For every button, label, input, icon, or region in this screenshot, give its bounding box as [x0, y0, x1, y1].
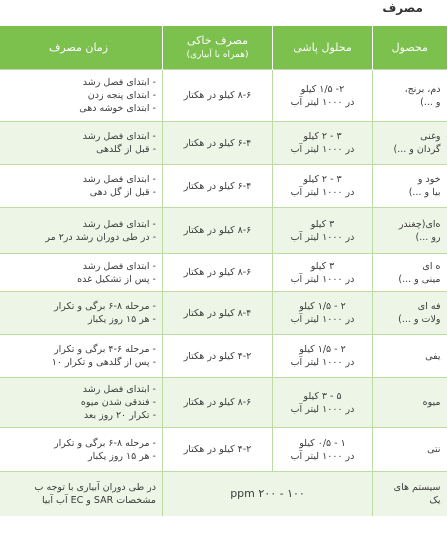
timing-cell — [0, 70, 163, 122]
crop-cell-line: و ...) — [420, 96, 441, 108]
timing-cell — [0, 122, 163, 165]
crop-cell — [373, 208, 447, 254]
timing-cell-line: - ابتدای پنجه زدن — [87, 90, 156, 101]
crop-cell-line: گردان و ...) — [393, 144, 441, 155]
table-row — [0, 208, 447, 254]
header-foliar: محلول پاشی — [273, 26, 373, 70]
soil-rate-cell: ۸-۶ کیلو در هکتار — [163, 254, 273, 292]
foliar-rate-cell-line: ۳ - ۲ کیلو — [303, 131, 342, 142]
foliar-rate-cell-line: ۲ - ۱/۵ کیلو — [299, 344, 346, 355]
soil-rate-cell: ۶-۴ کیلو در هکتار — [163, 122, 273, 165]
foliar-rate-cell — [273, 335, 373, 378]
table-row — [0, 254, 447, 292]
timing-cell-line: - ابتدای فصل رشد — [82, 218, 156, 230]
timing-cell-line: - ابتدای فصل رشد — [82, 77, 156, 88]
crop-cell — [373, 165, 447, 208]
crop-cell-line: رو ...) — [415, 231, 441, 243]
timing-cell — [0, 378, 163, 428]
timing-cell-line: - قبل از گل دهی — [89, 187, 156, 198]
table-row — [0, 472, 447, 516]
soil-rate-cell: ۴-۲ کیلو در هکتار — [163, 335, 273, 378]
crop-cell-line: نتی — [427, 444, 441, 455]
crop-cell-line: مینی و ...) — [398, 273, 441, 285]
crop-cell-line: فه ای — [417, 301, 441, 312]
timing-cell — [0, 208, 163, 254]
crop-cell-line: میوه — [422, 397, 441, 408]
header-soil-label: مصرف خاکی — [187, 33, 248, 47]
header-timing: زمان مصرف — [0, 26, 163, 70]
timing-cell-line: - مرحله ۸-۶ برگی و تکرار — [54, 301, 156, 312]
foliar-rate-cell — [273, 208, 373, 254]
table-row — [0, 292, 447, 335]
crop-cell-line: سیستم های — [393, 481, 441, 493]
foliar-rate-cell-line: در ۱۰۰۰ لیتر آب — [290, 403, 355, 415]
foliar-rate-cell-line: در ۱۰۰۰ لیتر آب — [290, 450, 355, 462]
foliar-rate-cell-line: در ۱۰۰۰ لیتر آب — [290, 357, 355, 368]
timing-cell-line: - هر ۱۵ روز یکبار — [88, 314, 156, 325]
foliar-rate-cell-line: در ۱۰۰۰ لیتر آب — [290, 231, 355, 243]
table-row — [0, 428, 447, 472]
soil-rate-cell: ۴-۲ کیلو در هکتار — [163, 428, 273, 472]
crop-cell-line: یک — [429, 494, 441, 506]
foliar-rate-cell-line: ۳ کیلو — [310, 260, 335, 272]
timing-cell — [0, 254, 163, 292]
merged-rate-cell: ۱۰۰ - ۲۰۰ ppm — [163, 472, 373, 516]
foliar-rate-cell-line: در ۱۰۰۰ لیتر آب — [290, 273, 355, 285]
crop-cell — [373, 335, 447, 378]
crop-cell — [373, 428, 447, 472]
timing-cell-line: - پس از گلدهی و تکرار ۱۰ — [51, 357, 156, 368]
timing-cell — [0, 428, 163, 472]
crop-cell-line: ولات و ...) — [398, 314, 441, 325]
timing-cell — [0, 472, 163, 516]
foliar-rate-cell — [273, 428, 373, 472]
foliar-rate-cell — [273, 165, 373, 208]
crop-cell-line: وغنی — [420, 131, 441, 142]
crop-cell — [373, 122, 447, 165]
table-row — [0, 70, 447, 122]
page-title: مصرف — [382, 1, 423, 15]
foliar-rate-cell-line: ۲- ۱/۵ کیلو — [300, 83, 345, 95]
crop-cell — [373, 378, 447, 428]
timing-cell — [0, 165, 163, 208]
foliar-rate-cell-line: ۳ کیلو — [310, 218, 335, 230]
timing-cell-line: - ابتدای فصل رشد — [82, 131, 156, 142]
timing-cell-line: مشخصات SAR و EC آب آبیا — [41, 494, 156, 506]
timing-cell-line: - مرحله ۸-۶ برگی و تکرار — [54, 437, 156, 449]
soil-rate-cell: ۸-۶ کیلو در هکتار — [163, 70, 273, 122]
table-header-row — [0, 26, 447, 70]
soil-rate-cell: ۸-۶ کیلو در هکتار — [163, 208, 273, 254]
header-soil-sublabel: (همراه با آبیاری) — [186, 49, 249, 60]
foliar-rate-cell-line: ۵ - ۳ کیلو — [303, 390, 342, 402]
foliar-rate-cell-line: ۳ - ۲ کیلو — [303, 174, 342, 185]
table-row — [0, 378, 447, 428]
timing-cell-line: - تکرار ۲۰ روز بعد — [83, 410, 156, 421]
crop-cell — [373, 292, 447, 335]
timing-cell-line: - هر ۱۵ روز یکبار — [88, 450, 156, 462]
timing-cell-line: - فندقی شدن میوه — [80, 397, 156, 408]
foliar-rate-cell-line: در ۱۰۰۰ لیتر آب — [290, 144, 355, 155]
timing-cell-line: - پس از تشکیل غده — [77, 273, 156, 285]
soil-rate-cell: ۸-۴ کیلو در هکتار — [163, 292, 273, 335]
header-soil — [163, 26, 273, 70]
timing-cell-line: - قبل از گلدهی — [96, 144, 156, 155]
table-row — [0, 165, 447, 208]
soil-rate-cell: ۶-۴ کیلو در هکتار — [163, 165, 273, 208]
timing-cell — [0, 292, 163, 335]
crop-cell-line: ه ای — [422, 260, 441, 272]
timing-cell-line: - ابتدای فصل رشد — [82, 174, 156, 185]
crop-cell — [373, 70, 447, 122]
foliar-rate-cell-line: در ۱۰۰۰ لیتر آب — [290, 96, 355, 108]
table-row — [0, 122, 447, 165]
timing-cell-line: - مرحله ۶-۴ برگی و تکرار — [54, 344, 156, 355]
timing-cell-line: - ابتدای خوشه دهی — [79, 103, 156, 114]
timing-cell-line: در طی دوران آبیاری با توجه ب — [34, 481, 156, 493]
foliar-rate-cell-line: در ۱۰۰۰ لیتر آب — [290, 187, 355, 198]
usage-table — [0, 26, 447, 516]
timing-cell-line: - ابتدای فصل رشد — [82, 384, 156, 395]
foliar-rate-cell — [273, 292, 373, 335]
crop-cell — [373, 472, 447, 516]
crop-cell — [373, 254, 447, 292]
crop-cell-line: یفی — [425, 350, 441, 362]
foliar-rate-cell — [273, 378, 373, 428]
soil-rate-cell: ۸-۶ کیلو در هکتار — [163, 378, 273, 428]
foliar-rate-cell — [273, 70, 373, 122]
crop-cell-line: دم، برنج، — [404, 83, 441, 95]
crop-cell-line: خود و — [417, 174, 441, 185]
timing-cell-line: - در طی دوران رشد در۲ مر — [45, 231, 156, 243]
header-crop: محصول — [373, 26, 447, 70]
foliar-rate-cell-line: در ۱۰۰۰ لیتر آب — [290, 314, 355, 325]
table-row — [0, 335, 447, 378]
foliar-rate-cell — [273, 122, 373, 165]
crop-cell-line: ه‌ای(چغندر — [398, 218, 441, 230]
foliar-rate-cell — [273, 254, 373, 292]
timing-cell — [0, 335, 163, 378]
foliar-rate-cell-line: ۲ - ۱/۵ کیلو — [299, 301, 346, 312]
foliar-rate-cell-line: ۱ - ۰/۵ کیلو — [299, 437, 346, 449]
timing-cell-line: - ابتدای فصل رشد — [82, 260, 156, 272]
crop-cell-line: بیا و ...) — [408, 187, 441, 198]
